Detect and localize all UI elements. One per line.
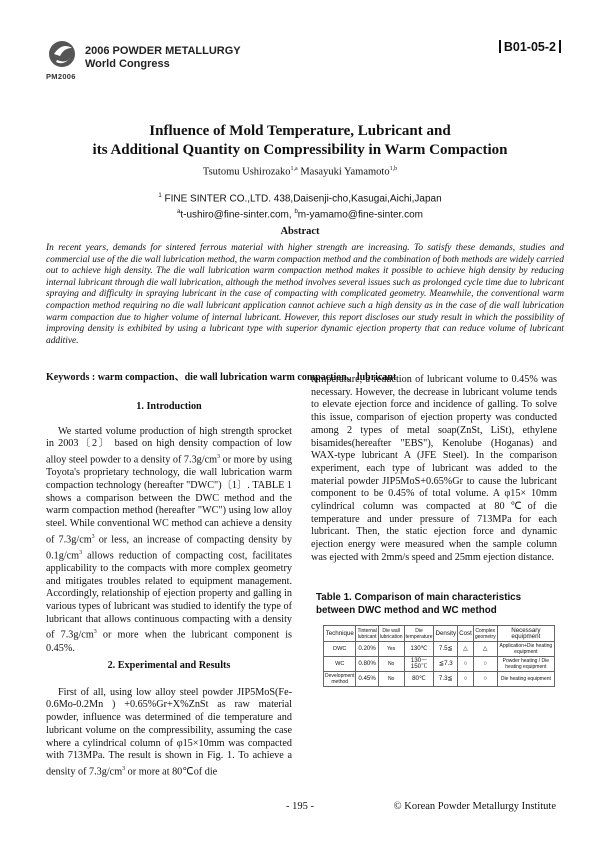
- paper-code-text: B01-05-2: [503, 40, 556, 54]
- ref-1: 〔1〕: [221, 479, 248, 491]
- email-b: m-yamamo@fine-sinter.com: [297, 209, 423, 221]
- table-cell: 80℃: [404, 672, 434, 687]
- experimental-paragraph-2: temperature, a reduction of lubricant volume to 0.45% was necessary. However, the decrease in lubricant volume tends to elevate ejection force and incidence of galling. To solve this issue, comparison of ejection property was conducted among 2 types of metal soap(ZnSt, LiSt), ethylene bisamides(hereafter "EBS"), Kenolube (Hoganas) and WAX-type lubricant A (JFE Steel). In the comparison experiment, each type of lubricant was added to the material powder JIP5MoS+0.65%Gr to cause the lubricant component to be 0.45% of total volume. A φ15× 10mm cylindrical column was compacted at 80℃of die temperature and under pressure of 713MPa for each lubricant. Then, the static ejection force and dynamic ejection energy were measured when the sample column was ejected with 2mm/s speed and 25mm ejection distance.: [311, 374, 557, 563]
- intro-paragraph: We started volume production of high strength sprocket in 2003〔2〕 based on high density compaction of low alloy steel powder to a density of $7.3g/cm^3$ or more by using Toyota's proprietary technology, die wall lubrication warm compaction technology (hereafter "DWC")〔1〕. TABLE 1 shows a comparison between the DWC method and the warm compaction method (hereafter "WC") using low alloy steel. While conventional WC method can achieve a density of $7.3g/cm^3$ or less, an increase of compacting density by $0.1g/cm^3$ allows reduction of compacting cost, facilitates applicability to the compacts with more complex geometry and mitigates troubles related to equipment management. Accordingly, relationship of ejection property and galling in various types of lubricant was studied to identify the type of lubricant that allows continuous compacting with a density of $7.3g/cm^3$ or more when the lubricant component is 0.45%.: [46, 425, 293, 654]
- intro-text-e: or less, an increase of compacting density by 0.1g/cm: [46, 534, 292, 562]
- intro-text-d: . TABLE 1 shows a comparison between the DWC method and the warm compaction method (hereafter "WC") using low alloy steel. While conventional WC method can achieve a density of 7.3g/cm: [46, 479, 292, 546]
- keywords-text: warm compaction、die wall lubrication warm compaction、lubricant: [97, 372, 397, 383]
- abstract-text: In recent years, demands for sintered ferrous material with higher strength are increasing. To satisfy these demands, studies and commercial use of the die wall lubrication method, the warm compaction method and the combination of both methods are widely carried out to achieve high density. The die wall lubrication warm compaction method makes it possible to achieve high density by reducing internal lubricant through die wall lubrication, although the method involves several issues such as prolonged cycle time due to lubricant spraying and difficulty in spraying lubricant in the case of compacting with complicated geometry. Meanwhile, the conventional warm compaction method requiring no die wall lubricant application cannot achieve such a high density as in the case of die wall lubrication warm compaction due to higher volume of internal lubricant. However, this report discloses our study result in which the possibility of improving density is exhibited by using a lubricant type with superior dynamic ejection property that can reduce volume of lubricant additive.: [46, 243, 564, 346]
- intro-section: [46, 401, 292, 655]
- table-row: [324, 657, 555, 672]
- table-cell: ≦7.3: [434, 657, 458, 672]
- table-cell: ○: [458, 672, 474, 687]
- table-header: Technique: [324, 626, 356, 642]
- table1: [323, 625, 555, 687]
- conference-line-1: 2006 POWDER METALLURGY: [85, 45, 241, 57]
- table-cell: 7.5≦: [434, 642, 458, 657]
- keywords-sep: :: [89, 372, 98, 383]
- logo-text: PM2006: [46, 72, 76, 81]
- table-cell: ○: [458, 657, 474, 672]
- table-cell: 130℃: [404, 642, 434, 657]
- email-a: t-ushiro@fine-sinter.com,: [180, 209, 292, 221]
- intro-text-g: or more when the lubricant component is 0.45%.: [46, 629, 293, 654]
- table-cell: Yes: [378, 642, 404, 657]
- table-header: Necessary equipment: [497, 626, 554, 642]
- table-header: Die wall lubrication: [379, 627, 403, 640]
- table-cell: ○: [473, 672, 497, 687]
- table-header: Die temperature: [405, 627, 433, 640]
- table-row: [324, 672, 555, 687]
- author-2: Masayuki Yamamoto: [300, 166, 390, 178]
- intro-text-c: or more by using Toyota's proprietary technology, die wall lubrication warm compaction technology (hereafter "DWC"): [46, 454, 293, 491]
- intro-text-b: based on high density compaction of low alloy steel powder to a density of 7.3g/cm: [46, 438, 292, 466]
- conference-title: [85, 45, 241, 71]
- author-2-sup: 1,b: [389, 166, 398, 172]
- email-b-sup: b: [294, 208, 298, 215]
- experimental-section: [46, 660, 292, 779]
- ref-2: 〔2〕: [78, 438, 111, 450]
- table-header: Complex geometry: [474, 627, 496, 640]
- intro-heading: 1. Introduction: [136, 401, 202, 412]
- table1-caption: Table 1. Comparison of main characteristics between DWC method and WC method: [316, 592, 522, 616]
- table-header: Tinternal lubricant: [357, 627, 377, 640]
- table-cell: △: [473, 642, 497, 657]
- table-cell: ○: [473, 657, 497, 672]
- table-cell: No: [378, 657, 404, 672]
- intro-text-f: allows reduction of compacting cost, facilitates applicability to the compacts with more complex geometry and mitigates troubles related to equipment management. Accordingly, relationship of ejection property and galling in various types of lubricant was studied to identify the type of lubricant that allows continuous compacting with a density of 7.3g/cm: [46, 550, 292, 641]
- table-header: Cost: [458, 626, 474, 642]
- experimental-text-b: or more at 80℃of die: [125, 766, 218, 778]
- table-cell: WC: [324, 657, 356, 672]
- table-cell: △: [458, 642, 474, 657]
- table-cell: 0.80%: [356, 657, 378, 672]
- title-line-2: its Additional Quantity on Compressibility in Warm Compaction: [92, 142, 508, 158]
- table-cell: Powder heating / Die heating equipment: [497, 657, 554, 672]
- author-1-sup: 1,a: [290, 166, 298, 172]
- affil-address: FINE SINTER CO.,LTD. 438,Daisenji-cho,Kasugai,Aichi,Japan: [164, 193, 442, 205]
- author-1: Tsutomu Ushirozako: [202, 166, 291, 178]
- affil-sup: 1: [158, 193, 162, 199]
- email-a-sup: a: [177, 208, 181, 215]
- table-header-row: [324, 626, 555, 642]
- experimental-paragraph-1: First of all, using low alloy steel powder JIP5MoS(Fe-0.6Mo-0.2Mn ) +0.65%Gr+X%ZnSt as raw material powder, influence was determined of die temperature and lubricant volume on the compressibility, assuming the case where a cylindrical column of φ15×10mm was compacted with 713MPa. The result is shown in Fig. 1. To achieve a density of $7.3g/cm^3$ or more at 80℃of die: [46, 686, 292, 778]
- intro-text-a: We started volume production of high strength sprocket in 2003: [46, 425, 292, 450]
- table-row: [324, 642, 555, 657]
- table-cell: 130～150℃: [404, 657, 434, 672]
- conference-line-2: World Congress: [85, 58, 170, 70]
- pm2006-logo-icon: [44, 38, 80, 74]
- experimental-text-a: First of all, using low alloy steel powder JIP5MoS(Fe-0.6Mo-0.2Mn ) +0.65%Gr+X%ZnSt as raw material powder, influence was determined of die temperature and lubricant volume on the compressibility, assuming the case where a cylindrical column of φ15×10mm was compacted with 713MPa. The result is shown in Fig. 1. To achieve a density of 7.3g/cm: [46, 686, 292, 778]
- paper-code: [496, 40, 564, 54]
- paper-title: [60, 122, 540, 160]
- keywords-label: Keywords: [46, 372, 90, 383]
- authors: [0, 166, 600, 178]
- table-cell: Development method: [325, 673, 355, 685]
- table-cell: Application+Die heating equipment: [497, 642, 554, 657]
- table-header: Density: [434, 626, 458, 642]
- abstract-heading: Abstract: [280, 226, 320, 237]
- table-cell: 7.3≦: [434, 672, 458, 687]
- table-cell: Die heating equipment: [497, 672, 554, 687]
- table-cell: 0.20%: [356, 642, 378, 657]
- table-cell: DWC: [324, 642, 356, 657]
- affiliation: [0, 190, 600, 222]
- title-line-1: Influence of Mold Temperature, Lubricant and: [149, 123, 451, 139]
- experimental-heading: 2. Experimental and Results: [107, 660, 231, 671]
- copyright: © Korean Powder Metallurgy Institute: [393, 801, 556, 812]
- table-cell: 0.45%: [356, 672, 378, 687]
- table-cell: No: [378, 672, 404, 687]
- experimental-continued: [311, 374, 557, 565]
- page-number: - 195 -: [286, 801, 314, 812]
